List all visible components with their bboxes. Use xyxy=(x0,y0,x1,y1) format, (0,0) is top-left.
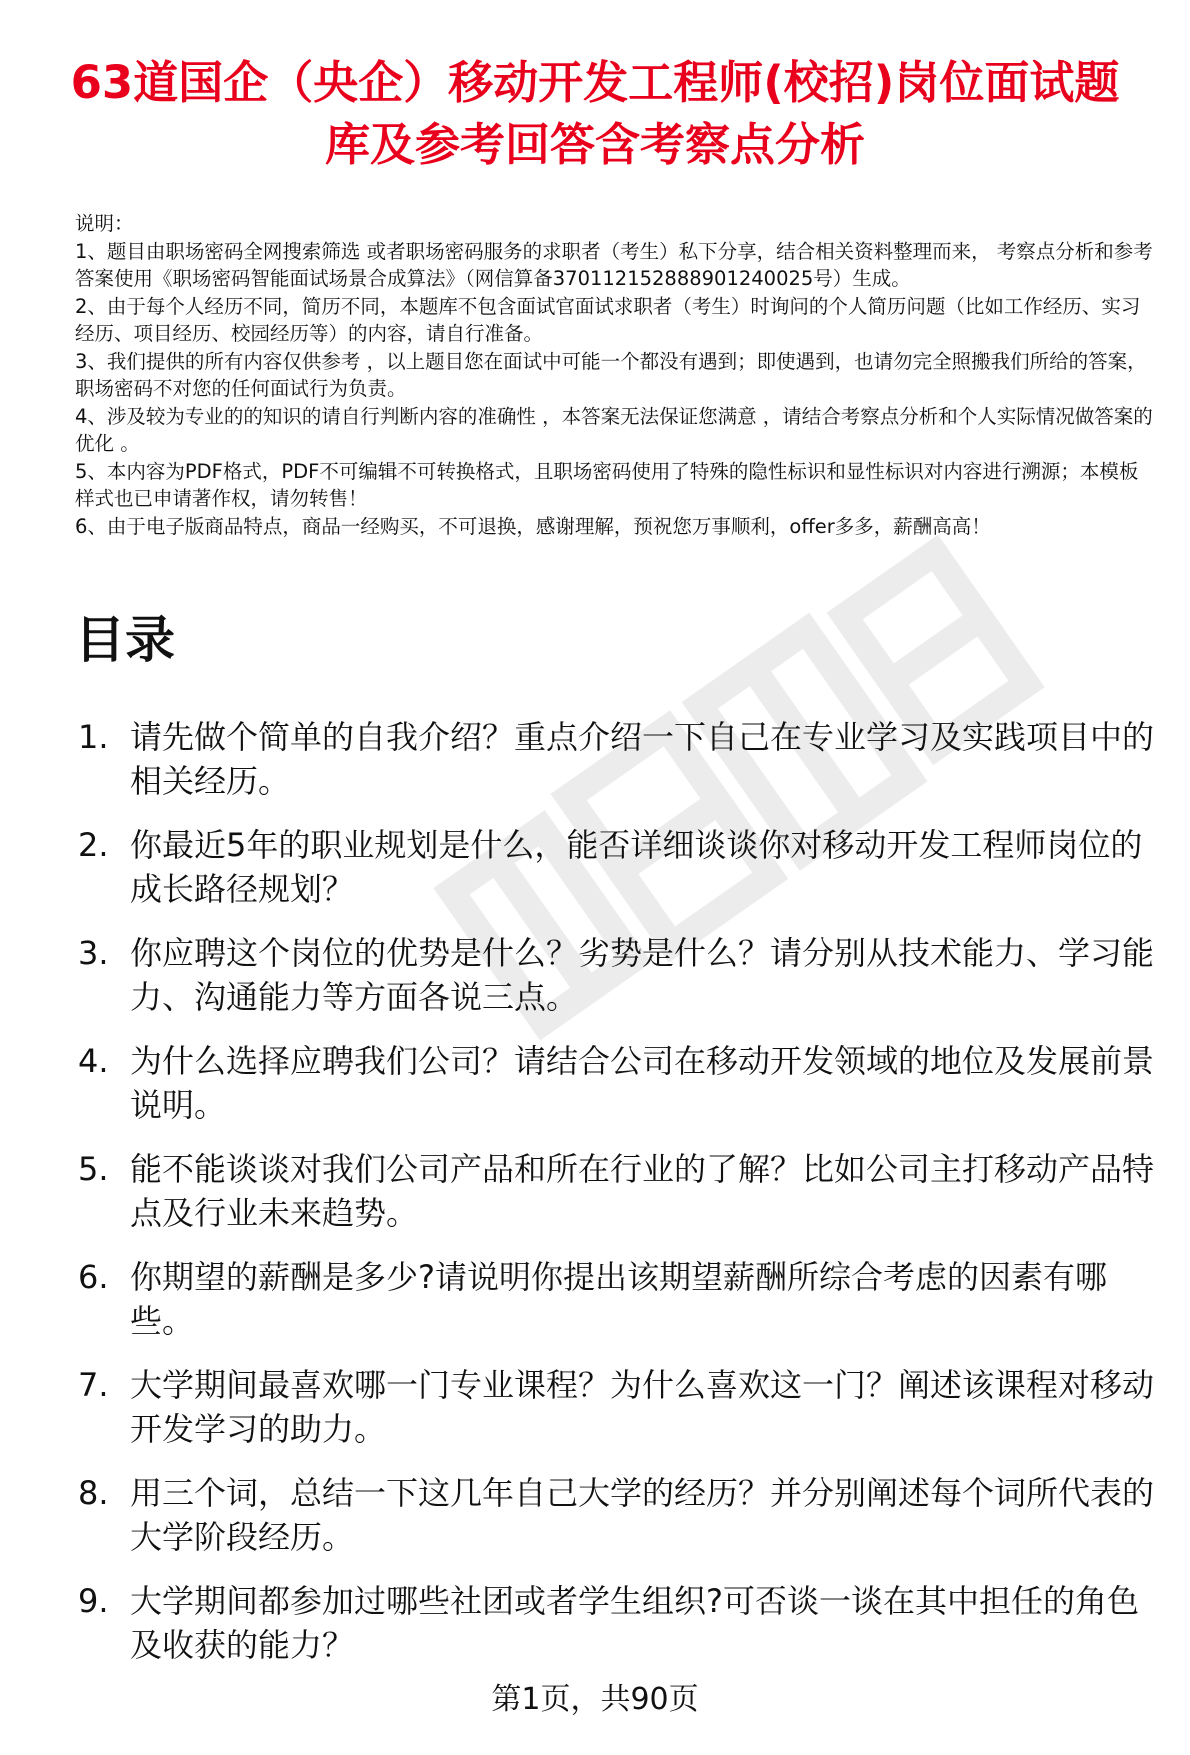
toc-item[interactable] xyxy=(75,931,1165,1019)
toc-item-text: 能不能谈谈对我们公司产品和所在行业的了解？比如公司主打移动产品特点及行业未来趋势。 xyxy=(130,1150,1155,1232)
toc-item[interactable] xyxy=(75,1471,1165,1559)
notes-heading: 说明： xyxy=(75,212,134,235)
toc-item-text: 为什么选择应聘我们公司？请结合公司在移动开发领域的地位及发展前景说明。 xyxy=(130,1042,1155,1124)
toc-item-number: 5. xyxy=(78,1150,109,1188)
toc-item[interactable] xyxy=(75,1363,1165,1451)
notes-section xyxy=(75,210,1155,540)
toc-item[interactable] xyxy=(75,823,1165,911)
toc-item-text: 你期望的薪酬是多少?请说明你提出该期望薪酬所综合考虑的因素有哪些。 xyxy=(130,1258,1107,1340)
toc-item-text: 请先做个简单的自我介绍？重点介绍一下自己在专业学习及实践项目中的相关经历。 xyxy=(130,718,1155,800)
note-item: 2、由于每个人经历不同，简历不同，本题库不包含面试官面试求职者（考生）时询问的个人简历问题（比如工作经历、实习经历、项目经历、校园经历等）的内容，请自行准备。 xyxy=(75,294,1141,345)
document-title: 63道国企（央企）移动开发工程师(校招)岗位面试题库及参考回答含考察点分析 xyxy=(70,56,1120,171)
toc-item[interactable] xyxy=(75,1255,1165,1343)
toc-item-text: 大学期间最喜欢哪一门专业课程？为什么喜欢这一门？阐述该课程对移动开发学习的助力。 xyxy=(130,1366,1155,1448)
note-item: 1、题目由职场密码全网搜索筛选 或者职场密码服务的求职者（考生）私下分享，结合相关资料整理而来， 考察点分析和参考答案使用《职场密码智能面试场景合成算法》（网信算备370112152888901240025号）生成。 xyxy=(75,239,1153,290)
toc-item-number: 9. xyxy=(78,1582,109,1620)
toc-item-number: 1. xyxy=(78,718,109,756)
note-item: 6、由于电子版商品特点，商品一经购买，不可退换，感谢理解，预祝您万事顺利，offer多多，薪酬高高！ xyxy=(75,514,991,538)
note-item: 4、涉及较为专业的的知识的请自行判断内容的准确性 ，本答案无法保证您满意 ，请结合考察点分析和个人实际情况做答案的优化 。 xyxy=(75,404,1153,455)
toc-item-text: 用三个词，总结一下这几年自己大学的经历？并分别阐述每个词所代表的大学阶段经历。 xyxy=(130,1474,1155,1556)
toc-item-number: 7. xyxy=(78,1366,109,1404)
toc-item-text: 你应聘这个岗位的优势是什么？劣势是什么？请分别从技术能力、学习能力、沟通能力等方面各说三点。 xyxy=(130,934,1155,1016)
toc-item[interactable] xyxy=(75,715,1165,803)
page-number: 第1页，共90页 xyxy=(491,1682,699,1717)
toc-item-number: 8. xyxy=(78,1474,109,1512)
toc-item-number: 6. xyxy=(78,1258,109,1296)
toc-item-number: 3. xyxy=(78,934,109,972)
toc-item-text: 大学期间都参加过哪些社团或者学生组织?可否谈一谈在其中担任的角色及收获的能力？ xyxy=(130,1582,1139,1664)
toc-item-number: 2. xyxy=(78,826,109,864)
toc-item[interactable] xyxy=(75,1147,1165,1235)
toc-item[interactable] xyxy=(75,1579,1165,1667)
toc-item-text: 你最近5年的职业规划是什么，能否详细谈谈你对移动开发工程师岗位的成长路径规划？ xyxy=(130,826,1143,908)
toc-heading: 目录 xyxy=(75,611,175,669)
toc-list xyxy=(75,715,1165,1687)
note-item: 5、本内容为PDF格式，PDF不可编辑不可转换格式，且职场密码使用了特殊的隐性标识和显性标识对内容进行溯源；本模板样式也已申请著作权，请勿转售！ xyxy=(75,459,1139,510)
toc-item[interactable] xyxy=(75,1039,1165,1127)
toc-item-number: 4. xyxy=(78,1042,109,1080)
note-item: 3、我们提供的所有内容仅供参考 ，以上题目您在面试中可能一个都没有遇到；即使遇到，也请勿完全照搬我们所给的答案，职场密码不对您的任何面试行为负责。 xyxy=(75,349,1147,400)
